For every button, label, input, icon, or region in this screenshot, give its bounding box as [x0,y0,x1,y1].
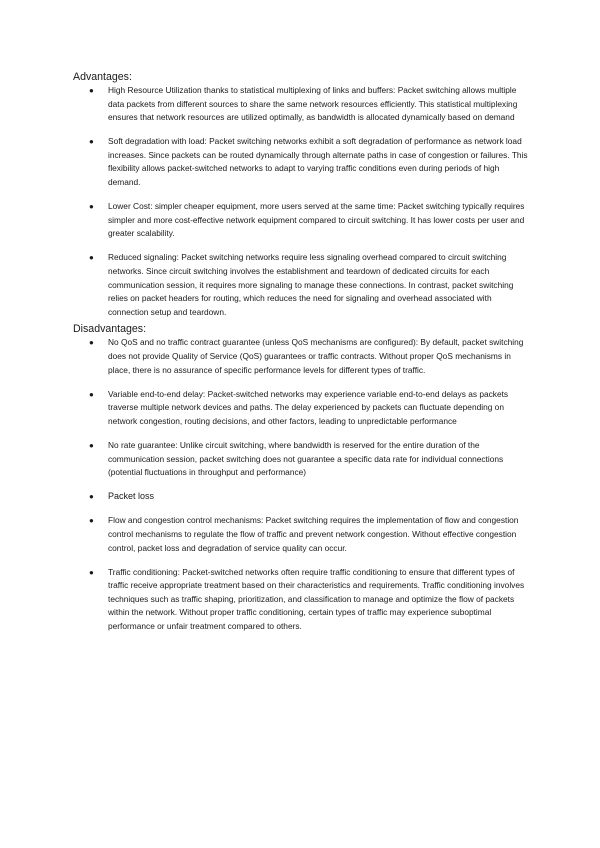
list-item [73,514,533,555]
list-item [73,566,533,634]
list-item-text: Traffic conditioning: Packet-switched networks often require traffic conditioning to ensure that different types of traffic receive appropriate treatment based on their characteristics and requirements. Traffic conditioning involves techniques such as traffic shaping, prioritization, and classification to manage and optimize the flow of packets within the network. Without proper traffic conditioning, certain types of traffic may experience suboptimal performance or unfair treatment compared to others. [108,566,525,631]
bullet-icon: ● [89,492,94,502]
list-item [73,200,533,241]
disadvantages-list [73,336,533,633]
bullet-icon: ● [89,389,94,399]
list-item [73,251,533,319]
list-item [73,388,533,429]
list-item-text: Flow and congestion control mechanisms: Packet switching requires the implementation of flow and congestion control mechanisms to regulate the flow of traffic and prevent network congestion. Without effective congestion control, packet loss and degradation of service quality can occur. [108,515,519,553]
document-page [73,70,533,644]
list-item-text: No rate guarantee: Unlike circuit switching, where bandwidth is reserved for the entire duration of the communication session, packet switching does not guarantee a specific data rate for individual connections (potential fluctuations in throughput and performance) [108,439,504,478]
list-item [73,84,533,125]
bullet-icon: ● [89,86,94,95]
list-item-text: Variable end-to-end delay: Packet-switched networks may experience variable end-to-end delays as packets traverse multiple network devices and paths. The delay experienced by packets can fluctuate depending on network congestion, routing decisions, and other factors, leading to unpredictable performance [108,388,509,426]
list-item-text: Lower Cost: simpler cheaper equipment, more users served at the same time: Packet switching typically requires simpler and more cost-effective network equipment compared to circuit switching. It has lower costs per user and greater scalability. [108,201,525,239]
list-item [73,439,533,480]
list-item-text: No QoS and no traffic contract guarantee (unless QoS mechanisms are configured): By default, packet switching does not provide Quality of Service (QoS) guarantees or traffic contracts. Without proper QoS mechanisms in place, there is no assurance of specific performance levels for different types of traffic. [108,337,524,375]
list-item-text: High Resource Utilization thanks to statistical multiplexing of links and buffers: Packet switching allows multiple data packets from different sources to share the same network resources efficiently. This statistical multiplexing ensures that network resources are utilized optimally, as bandwidth is allocated dynamically based on demand [108,85,518,123]
bullet-icon: ● [89,253,94,263]
disadvantages-heading: Disadvantages: [73,323,147,336]
advantages-heading: Advantages: [73,71,132,83]
list-item-text: Soft degradation with load: Packet switching networks exhibit a soft degradation of performance as network load increases. Since packets can be routed dynamically through alternate paths in case of congestion or failures. This flexibility allows packet-switched networks to adapt to varying traffic conditions even during periods of high demand. [108,136,528,188]
advantages-list [73,84,533,319]
bullet-icon: ● [89,202,94,212]
list-item [73,336,533,377]
bullet-icon: ● [89,567,94,577]
list-item-text: Reduced signaling: Packet switching networks require less signaling overhead compared to circuit switching networks. Since circuit switching involves the establishment and teardown of dedicated circuits for each communication session, it requires more signaling to manage these connections. In contrast, packet switching relies on packet headers for routing, which reduces the need for signaling and overhead associated with connection setup and teardown. [108,252,514,317]
list-item [73,135,533,189]
bullet-icon: ● [89,137,94,147]
bullet-icon: ● [89,338,94,348]
bullet-icon: ● [89,516,94,526]
list-item [73,490,533,504]
list-item-text: Packet loss [108,491,155,502]
bullet-icon: ● [89,440,94,450]
